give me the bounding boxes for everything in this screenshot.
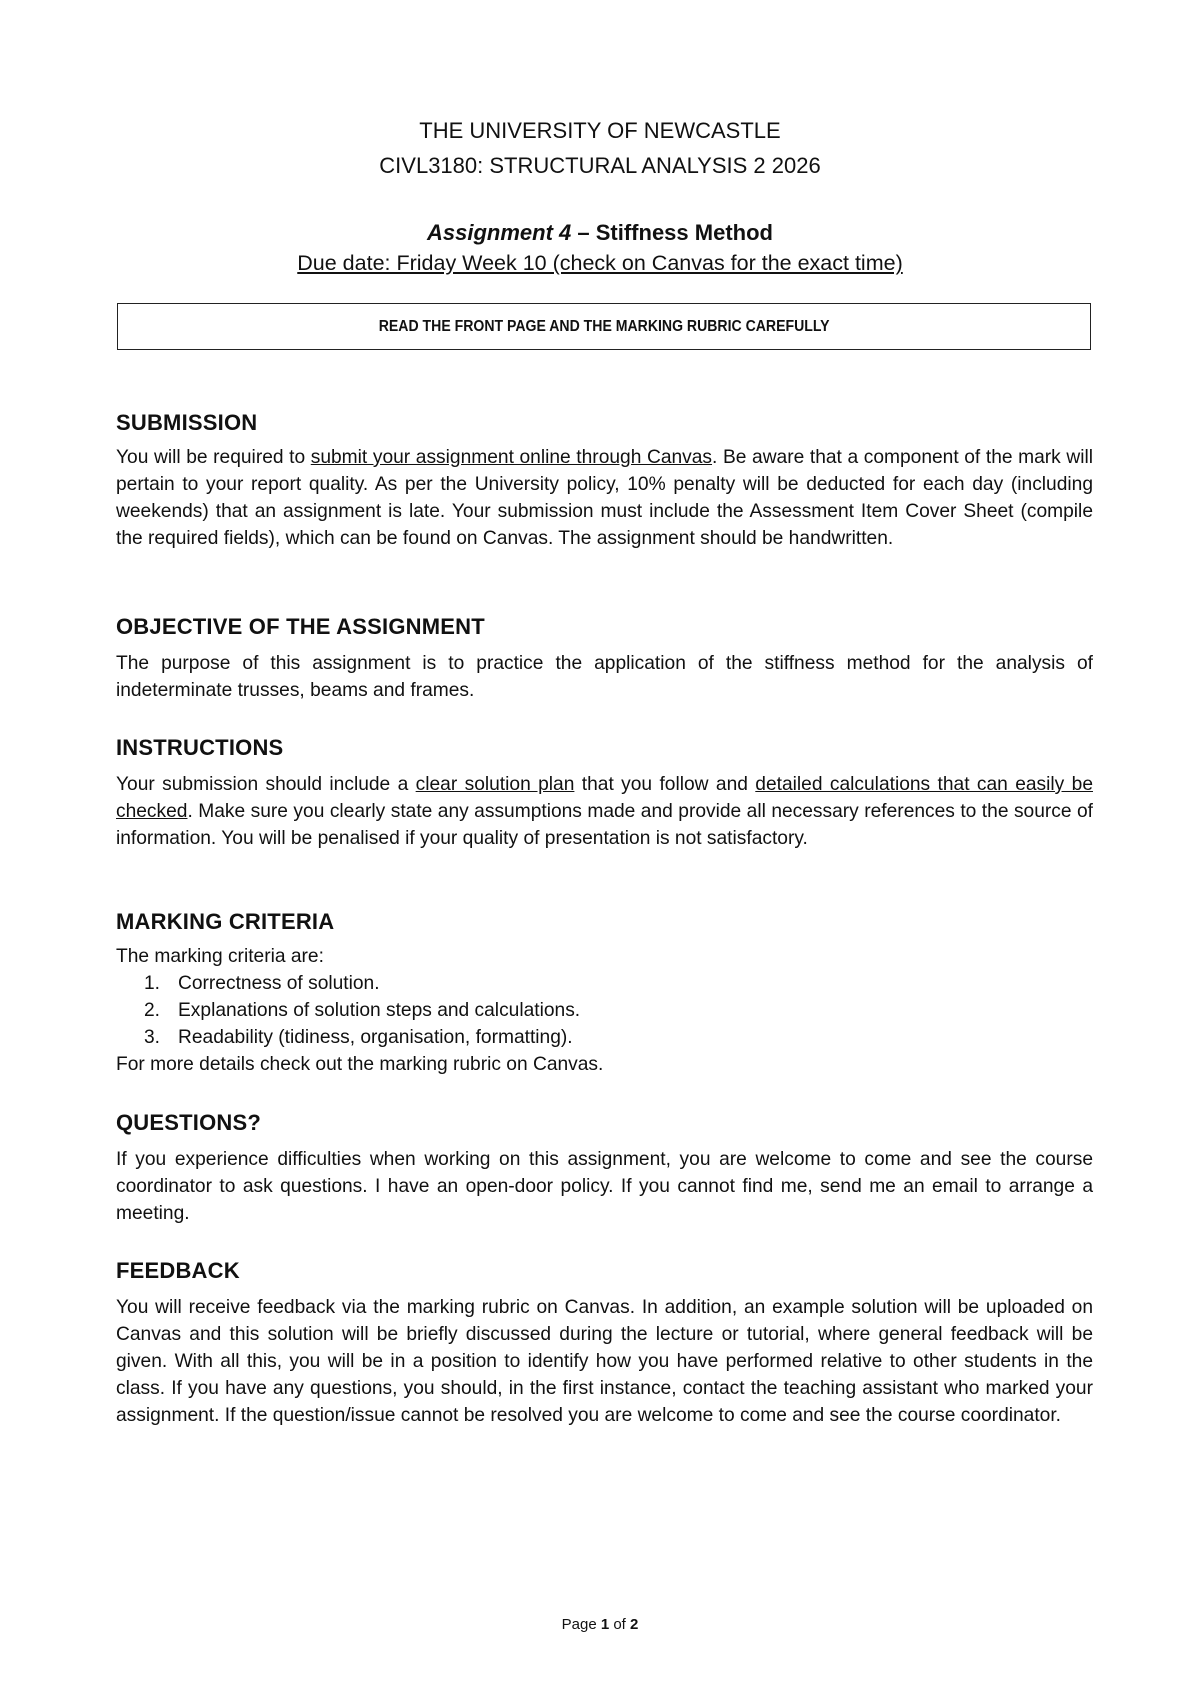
page-label: Page [561, 1616, 601, 1633]
page-number [0, 1616, 1200, 1633]
course-title: CIVL3180: STRUCTURAL ANALYSIS 2 2026 [379, 153, 821, 178]
of-label: of [609, 1616, 631, 1633]
list-number: 2. [144, 1000, 161, 1021]
assignment-topic: – Stiffness Method [571, 220, 773, 245]
list-item [116, 1024, 1093, 1051]
list-item [116, 997, 1093, 1024]
assignment-number: Assignment 4 [427, 220, 572, 245]
underlined-text: detailed calculations that can easily be checked [116, 774, 1093, 822]
questions-text: If you experience difficulties when working on this assignment, you are welcome to come and see the course coordinator to ask questions. I have an open-door policy. If you cannot find me, send me an email to arrange a meeting. [116, 1149, 1093, 1224]
objective-heading: OBJECTIVE OF THE ASSIGNMENT [116, 614, 485, 639]
submission-section [116, 410, 1093, 552]
current-page: 1 [600, 1616, 610, 1633]
submission-text [116, 444, 1093, 552]
list-text: Correctness of solution. [178, 973, 380, 994]
text-segment: Your submission should include a [116, 774, 416, 795]
notice-text: READ THE FRONT PAGE AND THE MARKING RUBRIC CAREFULLY [378, 318, 830, 335]
notice-box [117, 303, 1091, 350]
total-pages: 2 [630, 1616, 639, 1633]
text-segment: You will be required to [116, 447, 311, 468]
marking-outro: For more details check out the marking rubric on Canvas. [116, 1054, 604, 1075]
feedback-section [116, 1258, 1093, 1429]
submission-heading: SUBMISSION [116, 410, 258, 435]
instructions-section [116, 735, 1093, 852]
list-item [116, 970, 1093, 997]
list-number: 1. [144, 973, 161, 994]
university-title: THE UNIVERSITY OF NEWCASTLE [419, 118, 781, 143]
canvas-submission-note: submit your assignment online through Canvas [310, 447, 713, 468]
feedback-heading: FEEDBACK [116, 1258, 240, 1283]
questions-section [116, 1110, 1093, 1227]
list-text: Explanations of solution steps and calculations. [178, 1000, 581, 1021]
text-segment: . Be aware that a component of the mark will pertain to your report quality. As per the University policy, 10% penalty will be deducted for each day (including weekends) that an assignment is late. Your submission must include the Assessment Item Cover Sheet (compile the required fields), which can be found on Canvas. The assignment should be handwritten. [116, 447, 1094, 549]
text-segment: . Make sure you clearly state any assumptions made and provide all necessary references to the source of information. You will be penalised if your quality of presentation is not satisfactory. [116, 801, 1093, 849]
list-number: 3. [144, 1027, 161, 1048]
marking-heading: MARKING CRITERIA [116, 909, 335, 934]
instructions-text [116, 771, 1093, 852]
questions-heading: QUESTIONS? [116, 1110, 262, 1135]
objective-text: The purpose of this assignment is to practice the application of the stiffness method for the analysis of indeterminate trusses, beams and frames. [116, 653, 1093, 701]
due-date: Due date: Friday Week 10 (check on Canvas for the exact time) [297, 251, 903, 275]
text-segment: that you follow and [574, 774, 756, 795]
marking-criteria-list [116, 970, 1093, 1051]
marking-section [116, 909, 1093, 1078]
list-text: Readability (tidiness, organisation, formatting). [178, 1027, 573, 1048]
feedback-text: You will receive feedback via the marking rubric on Canvas. In addition, an example solution will be uploaded on Canvas and this solution will be briefly discussed during the lecture or tutorial, where general feedback will be given. With all this, you will be in a position to identify how you have performed relative to other students in the class. If you have any questions, you should, in the first instance, contact the teaching assistant who marked your assignment. If the question/issue cannot be resolved you are welcome to come and see the course coordinator. [116, 1297, 1093, 1426]
objective-section [116, 614, 1093, 704]
marking-intro: The marking criteria are: [116, 946, 324, 967]
underlined-text: clear solution plan [415, 774, 575, 795]
assignment-title [0, 220, 1200, 246]
instructions-heading: INSTRUCTIONS [116, 735, 284, 760]
